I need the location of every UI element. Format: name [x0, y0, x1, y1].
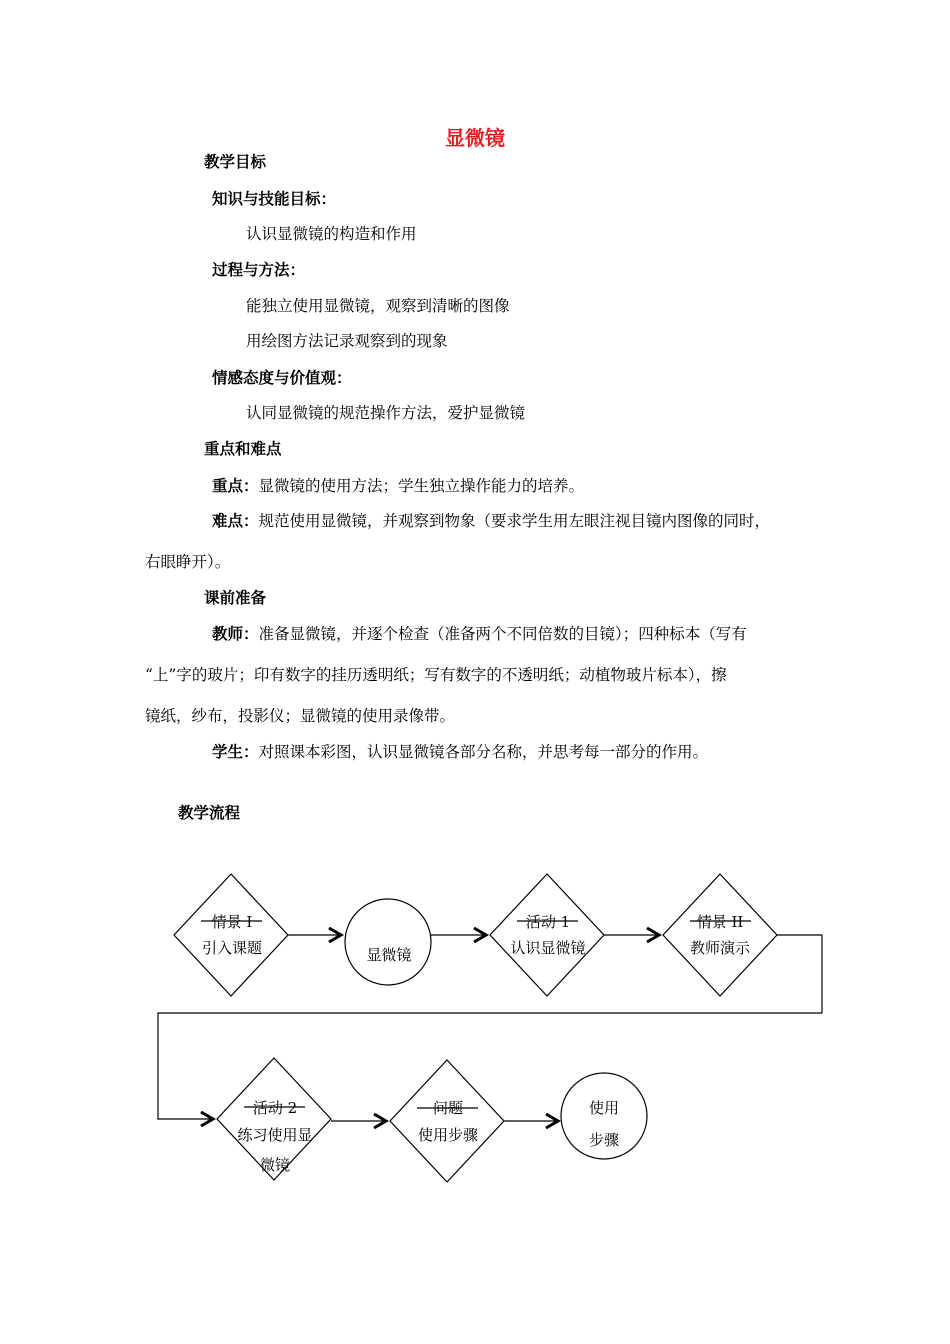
node5-line1: 活动 2	[252, 1099, 298, 1117]
process-item: 用绘图方法记录观察到的现象	[246, 332, 448, 350]
process-item: 能独立使用显微镜，观察到清晰的图像	[246, 297, 510, 315]
knowledge-item: 认识显微镜的构造和作用	[246, 225, 417, 243]
attitude-heading: 情感态度与价值观：	[212, 369, 352, 387]
key-text: 显微镜的使用方法；学生独立操作能力的培养。	[258, 477, 585, 495]
teacher-label: 教师：	[212, 625, 259, 643]
flow-circle	[345, 899, 431, 985]
node6-line2: 使用步骤	[417, 1126, 479, 1144]
process-heading: 过程与方法：	[212, 261, 306, 279]
key-label: 重点：	[212, 477, 259, 495]
difficult-text-cont: 右眼睁开）。	[145, 553, 231, 571]
difficult-text: 规范使用显微镜，并观察到物象（要求学生用左眼注视目镜内图像的同时，	[258, 512, 771, 530]
node7-line1: 使用	[588, 1099, 620, 1117]
student-text: 对照课本彩图，认识显微镜各部分名称，并思考每一部分的作用。	[258, 743, 709, 761]
node5-line3: 微镜	[259, 1156, 291, 1174]
difficult-label: 难点：	[212, 512, 259, 530]
node4-line2: 教师演示	[689, 939, 751, 957]
node4-line1: 情景 II	[696, 913, 744, 931]
flow-heading: 教学流程	[178, 804, 241, 822]
node2-line1: 显微镜	[366, 946, 412, 964]
teacher-text-cont: 镜纸，纱布，投影仪；显微镜的使用录像带。	[145, 707, 456, 725]
attitude-item: 认同显微镜的规范操作方法，爱护显微镜	[246, 404, 526, 422]
knowledge-heading: 知识与技能目标：	[212, 190, 337, 208]
flow-diamond	[174, 874, 288, 996]
node1-line1: 情景 I	[211, 913, 253, 931]
node3-line2: 认识显微镜	[510, 939, 586, 957]
prep-heading: 课前准备	[204, 589, 267, 607]
node5-line2: 练习使用显	[237, 1126, 313, 1144]
keypoints-heading: 重点和难点	[204, 440, 282, 458]
student-label: 学生：	[212, 743, 259, 761]
node6-line1: 问题	[432, 1099, 464, 1117]
teacher-text-cont: “上”字的玻片；印有数字的挂历透明纸；写有数字的不透明纸；动植物玻片标本），擦	[145, 666, 727, 684]
page-title: 显微镜	[445, 126, 505, 150]
node1-line2: 引入课题	[201, 939, 263, 957]
node3-line1: 活动 1	[525, 913, 571, 931]
teacher-text: 准备显微镜，并逐个检查（准备两个不同倍数的目镜）；四种标本（写有	[258, 625, 747, 643]
objectives-heading: 教学目标	[204, 153, 267, 171]
flow-diamond	[390, 1060, 504, 1182]
flow-diamond	[490, 874, 604, 996]
flow-diamond	[663, 874, 777, 996]
node7-line2: 步骤	[588, 1131, 620, 1149]
